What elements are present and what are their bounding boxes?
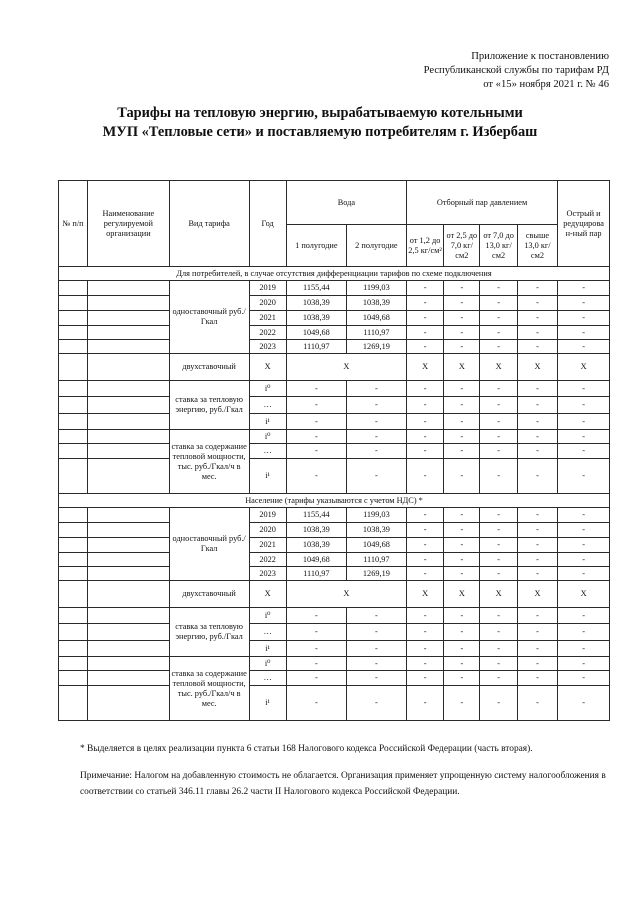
header-steam: Отборный пар давлением	[406, 181, 557, 225]
org-cell	[87, 340, 169, 354]
steam-dash: -	[444, 296, 480, 311]
org-cell	[87, 459, 169, 494]
x-mark: X	[517, 581, 557, 608]
value-dash: -	[480, 430, 517, 444]
table-row	[59, 414, 610, 430]
num-cell	[59, 296, 88, 311]
x-mark: X	[249, 581, 286, 608]
value-dash: -	[406, 397, 443, 414]
title-line-1: Тарифы на тепловую энергию, вырабатываемую котельными	[117, 105, 523, 121]
index-cell: i⁰	[249, 657, 286, 671]
steam-dash: -	[406, 340, 443, 354]
section-2-title: Население (тарифы указываются с учетом НДС) *	[59, 494, 610, 508]
steam-dash: -	[558, 567, 610, 581]
table-row	[59, 311, 610, 326]
index-cell: i¹	[249, 414, 286, 430]
value-dash: -	[480, 381, 517, 397]
table-row	[59, 381, 610, 397]
header-water: Вода	[286, 181, 406, 225]
table-row	[59, 296, 610, 311]
steam-dash: -	[558, 311, 610, 326]
steam-dash: -	[558, 340, 610, 354]
table-row	[59, 459, 610, 494]
value-dash: -	[517, 641, 557, 657]
year-cell: 2021	[249, 311, 286, 326]
num-cell	[59, 311, 88, 326]
value-dash: -	[517, 430, 557, 444]
steam-dash: -	[406, 538, 443, 553]
value-dash: -	[406, 608, 443, 624]
value-dash: -	[406, 430, 443, 444]
num-cell	[59, 414, 88, 430]
org-cell	[87, 508, 169, 523]
document-title	[0, 104, 640, 142]
section-2-capacity-rate-label: ставка за содержание тепловой мощности, тыс. руб./Гкал/ч в мес.	[169, 657, 249, 721]
steam-dash: -	[480, 508, 517, 523]
org-cell	[87, 281, 169, 296]
table-row	[59, 326, 610, 340]
header-line-3: от «15» ноября 2021 г. № 46	[483, 79, 609, 90]
steam-dash: -	[480, 553, 517, 567]
value-dash: -	[558, 624, 610, 641]
table-row	[59, 281, 610, 296]
half1-value: 1038,39	[286, 311, 346, 326]
year-cell: 2022	[249, 326, 286, 340]
header-line-1: Приложение к постановлению	[471, 51, 609, 62]
header-pressure-1: от 1,2 до 2,5 кг/см²	[406, 225, 443, 267]
half1-value: 1038,39	[286, 523, 346, 538]
value-dash: -	[444, 381, 480, 397]
org-cell	[87, 296, 169, 311]
section-1-two-rate-label: двухставочный	[169, 354, 249, 381]
half2-value: 1038,39	[346, 296, 406, 311]
org-cell	[87, 414, 169, 430]
x-mark: X	[286, 354, 406, 381]
value-dash: -	[558, 414, 610, 430]
steam-dash: -	[517, 326, 557, 340]
half2-value: 1049,68	[346, 311, 406, 326]
index-cell: i¹	[249, 641, 286, 657]
x-mark: X	[444, 354, 480, 381]
table-header-row	[59, 181, 610, 225]
num-cell	[59, 523, 88, 538]
value-dash: -	[286, 430, 346, 444]
section-1-title-row	[59, 267, 610, 281]
value-dash: -	[480, 624, 517, 641]
x-mark: X	[558, 354, 610, 381]
steam-dash: -	[406, 311, 443, 326]
steam-dash: -	[517, 340, 557, 354]
num-cell	[59, 553, 88, 567]
table-row	[59, 608, 610, 624]
header-tariff-type: Вид тарифа	[169, 181, 249, 267]
x-mark: X	[406, 581, 443, 608]
x-mark: X	[517, 354, 557, 381]
steam-dash: -	[517, 553, 557, 567]
steam-dash: -	[558, 296, 610, 311]
x-mark: X	[480, 581, 517, 608]
value-dash: -	[286, 459, 346, 494]
half1-value: 1110,97	[286, 340, 346, 354]
value-dash: -	[558, 657, 610, 671]
value-dash: -	[406, 657, 443, 671]
org-cell	[87, 311, 169, 326]
index-cell: …	[249, 624, 286, 641]
value-dash: -	[558, 397, 610, 414]
table-row	[59, 538, 610, 553]
value-dash: -	[558, 641, 610, 657]
value-dash: -	[444, 657, 480, 671]
steam-dash: -	[480, 538, 517, 553]
value-dash: -	[517, 624, 557, 641]
value-dash: -	[444, 397, 480, 414]
num-cell	[59, 538, 88, 553]
org-cell	[87, 641, 169, 657]
header-line-2: Республиканской службы по тарифам РД	[423, 65, 609, 76]
value-dash: -	[517, 671, 557, 686]
index-cell: …	[249, 397, 286, 414]
org-cell	[87, 657, 169, 671]
steam-dash: -	[558, 508, 610, 523]
num-cell	[59, 624, 88, 641]
value-dash: -	[286, 608, 346, 624]
steam-dash: -	[517, 296, 557, 311]
index-cell: i¹	[249, 459, 286, 494]
steam-dash: -	[480, 340, 517, 354]
index-cell: i⁰	[249, 381, 286, 397]
year-cell: 2021	[249, 538, 286, 553]
half2-value: 1199,03	[346, 281, 406, 296]
value-dash: -	[406, 381, 443, 397]
value-dash: -	[286, 624, 346, 641]
steam-dash: -	[480, 281, 517, 296]
steam-dash: -	[517, 523, 557, 538]
value-dash: -	[286, 444, 346, 459]
value-dash: -	[406, 641, 443, 657]
half2-value: 1110,97	[346, 326, 406, 340]
table-row	[59, 354, 610, 381]
header-sharp-steam: Острый и редуцирова н-ный пар	[558, 181, 610, 267]
num-cell	[59, 581, 88, 608]
section-2-energy-rate-label: ставка за тепловую энергию, руб./Гкал	[169, 608, 249, 657]
value-dash: -	[480, 608, 517, 624]
year-cell: 2022	[249, 553, 286, 567]
value-dash: -	[346, 686, 406, 721]
steam-dash: -	[444, 311, 480, 326]
value-dash: -	[558, 686, 610, 721]
value-dash: -	[406, 686, 443, 721]
org-cell	[87, 553, 169, 567]
org-cell	[87, 686, 169, 721]
value-dash: -	[346, 430, 406, 444]
num-cell	[59, 397, 88, 414]
value-dash: -	[346, 444, 406, 459]
steam-dash: -	[480, 567, 517, 581]
steam-dash: -	[558, 523, 610, 538]
x-mark: X	[444, 581, 480, 608]
header-pressure-3: от 7,0 до 13,0 кг/см2	[480, 225, 517, 267]
steam-dash: -	[444, 281, 480, 296]
value-dash: -	[480, 671, 517, 686]
x-mark: X	[480, 354, 517, 381]
half1-value: 1155,44	[286, 508, 346, 523]
section-2-single-rate-label: одноставочный руб./Гкал	[169, 508, 249, 581]
footnote: * Выделяется в целях реализации пункта 6 статьи 168 Налогового кодекса Российской Федерации (часть вторая).	[80, 744, 533, 754]
num-cell	[59, 657, 88, 671]
value-dash: -	[558, 381, 610, 397]
index-cell: i⁰	[249, 430, 286, 444]
steam-dash: -	[517, 311, 557, 326]
value-dash: -	[517, 686, 557, 721]
section-1-capacity-rate-label: ставка за содержание тепловой мощности, тыс. руб./Гкал/ч в мес.	[169, 430, 249, 494]
num-cell	[59, 381, 88, 397]
value-dash: -	[286, 686, 346, 721]
value-dash: -	[286, 671, 346, 686]
steam-dash: -	[558, 326, 610, 340]
value-dash: -	[558, 459, 610, 494]
value-dash: -	[444, 608, 480, 624]
org-cell	[87, 523, 169, 538]
num-cell	[59, 444, 88, 459]
x-mark: X	[558, 581, 610, 608]
steam-dash: -	[558, 538, 610, 553]
section-1-single-rate-label: одноставочный руб./Гкал	[169, 281, 249, 354]
half2-value: 1110,97	[346, 553, 406, 567]
value-dash: -	[480, 657, 517, 671]
num-cell	[59, 567, 88, 581]
num-cell	[59, 608, 88, 624]
value-dash: -	[286, 414, 346, 430]
steam-dash: -	[406, 508, 443, 523]
value-dash: -	[517, 381, 557, 397]
steam-dash: -	[444, 340, 480, 354]
num-cell	[59, 459, 88, 494]
org-cell	[87, 381, 169, 397]
org-cell	[87, 397, 169, 414]
value-dash: -	[517, 657, 557, 671]
steam-dash: -	[444, 567, 480, 581]
value-dash: -	[406, 671, 443, 686]
num-cell	[59, 508, 88, 523]
org-cell	[87, 326, 169, 340]
table-row	[59, 523, 610, 538]
half1-value: 1038,39	[286, 538, 346, 553]
value-dash: -	[517, 459, 557, 494]
value-dash: -	[444, 671, 480, 686]
index-cell: …	[249, 671, 286, 686]
value-dash: -	[558, 430, 610, 444]
steam-dash: -	[480, 326, 517, 340]
num-cell	[59, 354, 88, 381]
value-dash: -	[286, 657, 346, 671]
num-cell	[59, 671, 88, 686]
table-row	[59, 671, 610, 686]
x-mark: X	[406, 354, 443, 381]
value-dash: -	[444, 414, 480, 430]
value-dash: -	[444, 641, 480, 657]
org-cell	[87, 354, 169, 381]
value-dash: -	[517, 608, 557, 624]
steam-dash: -	[480, 523, 517, 538]
table-row	[59, 624, 610, 641]
value-dash: -	[346, 657, 406, 671]
table-row	[59, 553, 610, 567]
steam-dash: -	[517, 508, 557, 523]
num-cell	[59, 281, 88, 296]
org-cell	[87, 624, 169, 641]
value-dash: -	[346, 397, 406, 414]
half1-value: 1049,68	[286, 553, 346, 567]
org-cell	[87, 567, 169, 581]
document-header	[424, 50, 609, 92]
value-dash: -	[406, 624, 443, 641]
header-year: Год	[249, 181, 286, 267]
table-row	[59, 641, 610, 657]
half2-value: 1269,19	[346, 340, 406, 354]
section-2-two-rate-label: двухставочный	[169, 581, 249, 608]
steam-dash: -	[444, 508, 480, 523]
steam-dash: -	[444, 538, 480, 553]
steam-dash: -	[406, 281, 443, 296]
value-dash: -	[444, 686, 480, 721]
year-cell: 2023	[249, 567, 286, 581]
num-cell	[59, 641, 88, 657]
header-org: Наименование регулируемой организации	[87, 181, 169, 267]
org-cell	[87, 581, 169, 608]
value-dash: -	[444, 459, 480, 494]
table-row	[59, 508, 610, 523]
value-dash: -	[517, 444, 557, 459]
half1-value: 1049,68	[286, 326, 346, 340]
note: Примечание: Налогом на добавленную стоимость не облагается. Организация применяет упрощенную систему налогообложения в соответствии со статьей 346.11 главы 26.2 части II Налогового кодекса Российской Федерации.	[80, 771, 606, 797]
section-1-title: Для потребителей, в случае отсутствия дифференциации тарифов по схеме подключения	[59, 267, 610, 281]
value-dash: -	[406, 414, 443, 430]
year-cell: 2023	[249, 340, 286, 354]
value-dash: -	[346, 459, 406, 494]
table-row	[59, 444, 610, 459]
steam-dash: -	[558, 281, 610, 296]
half2-value: 1269,19	[346, 567, 406, 581]
value-dash: -	[346, 381, 406, 397]
value-dash: -	[406, 444, 443, 459]
org-cell	[87, 671, 169, 686]
header-pressure-4: свыше 13,0 кг/см2	[517, 225, 557, 267]
value-dash: -	[517, 414, 557, 430]
value-dash: -	[480, 397, 517, 414]
steam-dash: -	[444, 523, 480, 538]
index-cell: i¹	[249, 686, 286, 721]
value-dash: -	[480, 686, 517, 721]
half1-value: 1155,44	[286, 281, 346, 296]
steam-dash: -	[406, 296, 443, 311]
half2-value: 1199,03	[346, 508, 406, 523]
steam-dash: -	[444, 326, 480, 340]
org-cell	[87, 608, 169, 624]
header-half-2: 2 полугодие	[346, 225, 406, 267]
value-dash: -	[558, 671, 610, 686]
table-row	[59, 581, 610, 608]
value-dash: -	[444, 430, 480, 444]
value-dash: -	[480, 459, 517, 494]
table-row	[59, 340, 610, 354]
table-row	[59, 567, 610, 581]
table-row	[59, 430, 610, 444]
value-dash: -	[346, 624, 406, 641]
num-cell	[59, 686, 88, 721]
header-half-1: 1 полугодие	[286, 225, 346, 267]
section-1-energy-rate-label: ставка за тепловую энергию, руб./Гкал	[169, 381, 249, 430]
half2-value: 1038,39	[346, 523, 406, 538]
tariff-table	[58, 180, 610, 721]
x-mark: X	[286, 581, 406, 608]
half2-value: 1049,68	[346, 538, 406, 553]
year-cell: 2020	[249, 523, 286, 538]
steam-dash: -	[517, 567, 557, 581]
header-pressure-2: от 2,5 до 7,0 кг/см2	[444, 225, 480, 267]
steam-dash: -	[480, 311, 517, 326]
steam-dash: -	[444, 553, 480, 567]
org-cell	[87, 430, 169, 444]
x-mark: X	[249, 354, 286, 381]
value-dash: -	[517, 397, 557, 414]
year-cell: 2019	[249, 281, 286, 296]
steam-dash: -	[480, 296, 517, 311]
value-dash: -	[346, 414, 406, 430]
value-dash: -	[480, 641, 517, 657]
table-row	[59, 686, 610, 721]
value-dash: -	[346, 671, 406, 686]
section-2-title-row	[59, 494, 610, 508]
value-dash: -	[286, 397, 346, 414]
value-dash: -	[406, 459, 443, 494]
value-dash: -	[286, 381, 346, 397]
value-dash: -	[444, 624, 480, 641]
half1-value: 1110,97	[286, 567, 346, 581]
org-cell	[87, 444, 169, 459]
steam-dash: -	[406, 553, 443, 567]
year-cell: 2020	[249, 296, 286, 311]
steam-dash: -	[406, 567, 443, 581]
header-num: № п/п	[59, 181, 88, 267]
num-cell	[59, 340, 88, 354]
steam-dash: -	[406, 523, 443, 538]
org-cell	[87, 538, 169, 553]
value-dash: -	[346, 641, 406, 657]
steam-dash: -	[406, 326, 443, 340]
steam-dash: -	[558, 553, 610, 567]
value-dash: -	[286, 641, 346, 657]
title-line-2: МУП «Тепловые сети» и поставляемую потребителям г. Избербаш	[102, 124, 538, 140]
value-dash: -	[558, 444, 610, 459]
half1-value: 1038,39	[286, 296, 346, 311]
value-dash: -	[346, 608, 406, 624]
num-cell	[59, 430, 88, 444]
table-row	[59, 397, 610, 414]
value-dash: -	[444, 444, 480, 459]
value-dash: -	[558, 608, 610, 624]
value-dash: -	[480, 414, 517, 430]
value-dash: -	[480, 444, 517, 459]
table-row	[59, 657, 610, 671]
index-cell: i⁰	[249, 608, 286, 624]
steam-dash: -	[517, 538, 557, 553]
num-cell	[59, 326, 88, 340]
steam-dash: -	[517, 281, 557, 296]
year-cell: 2019	[249, 508, 286, 523]
index-cell: …	[249, 444, 286, 459]
